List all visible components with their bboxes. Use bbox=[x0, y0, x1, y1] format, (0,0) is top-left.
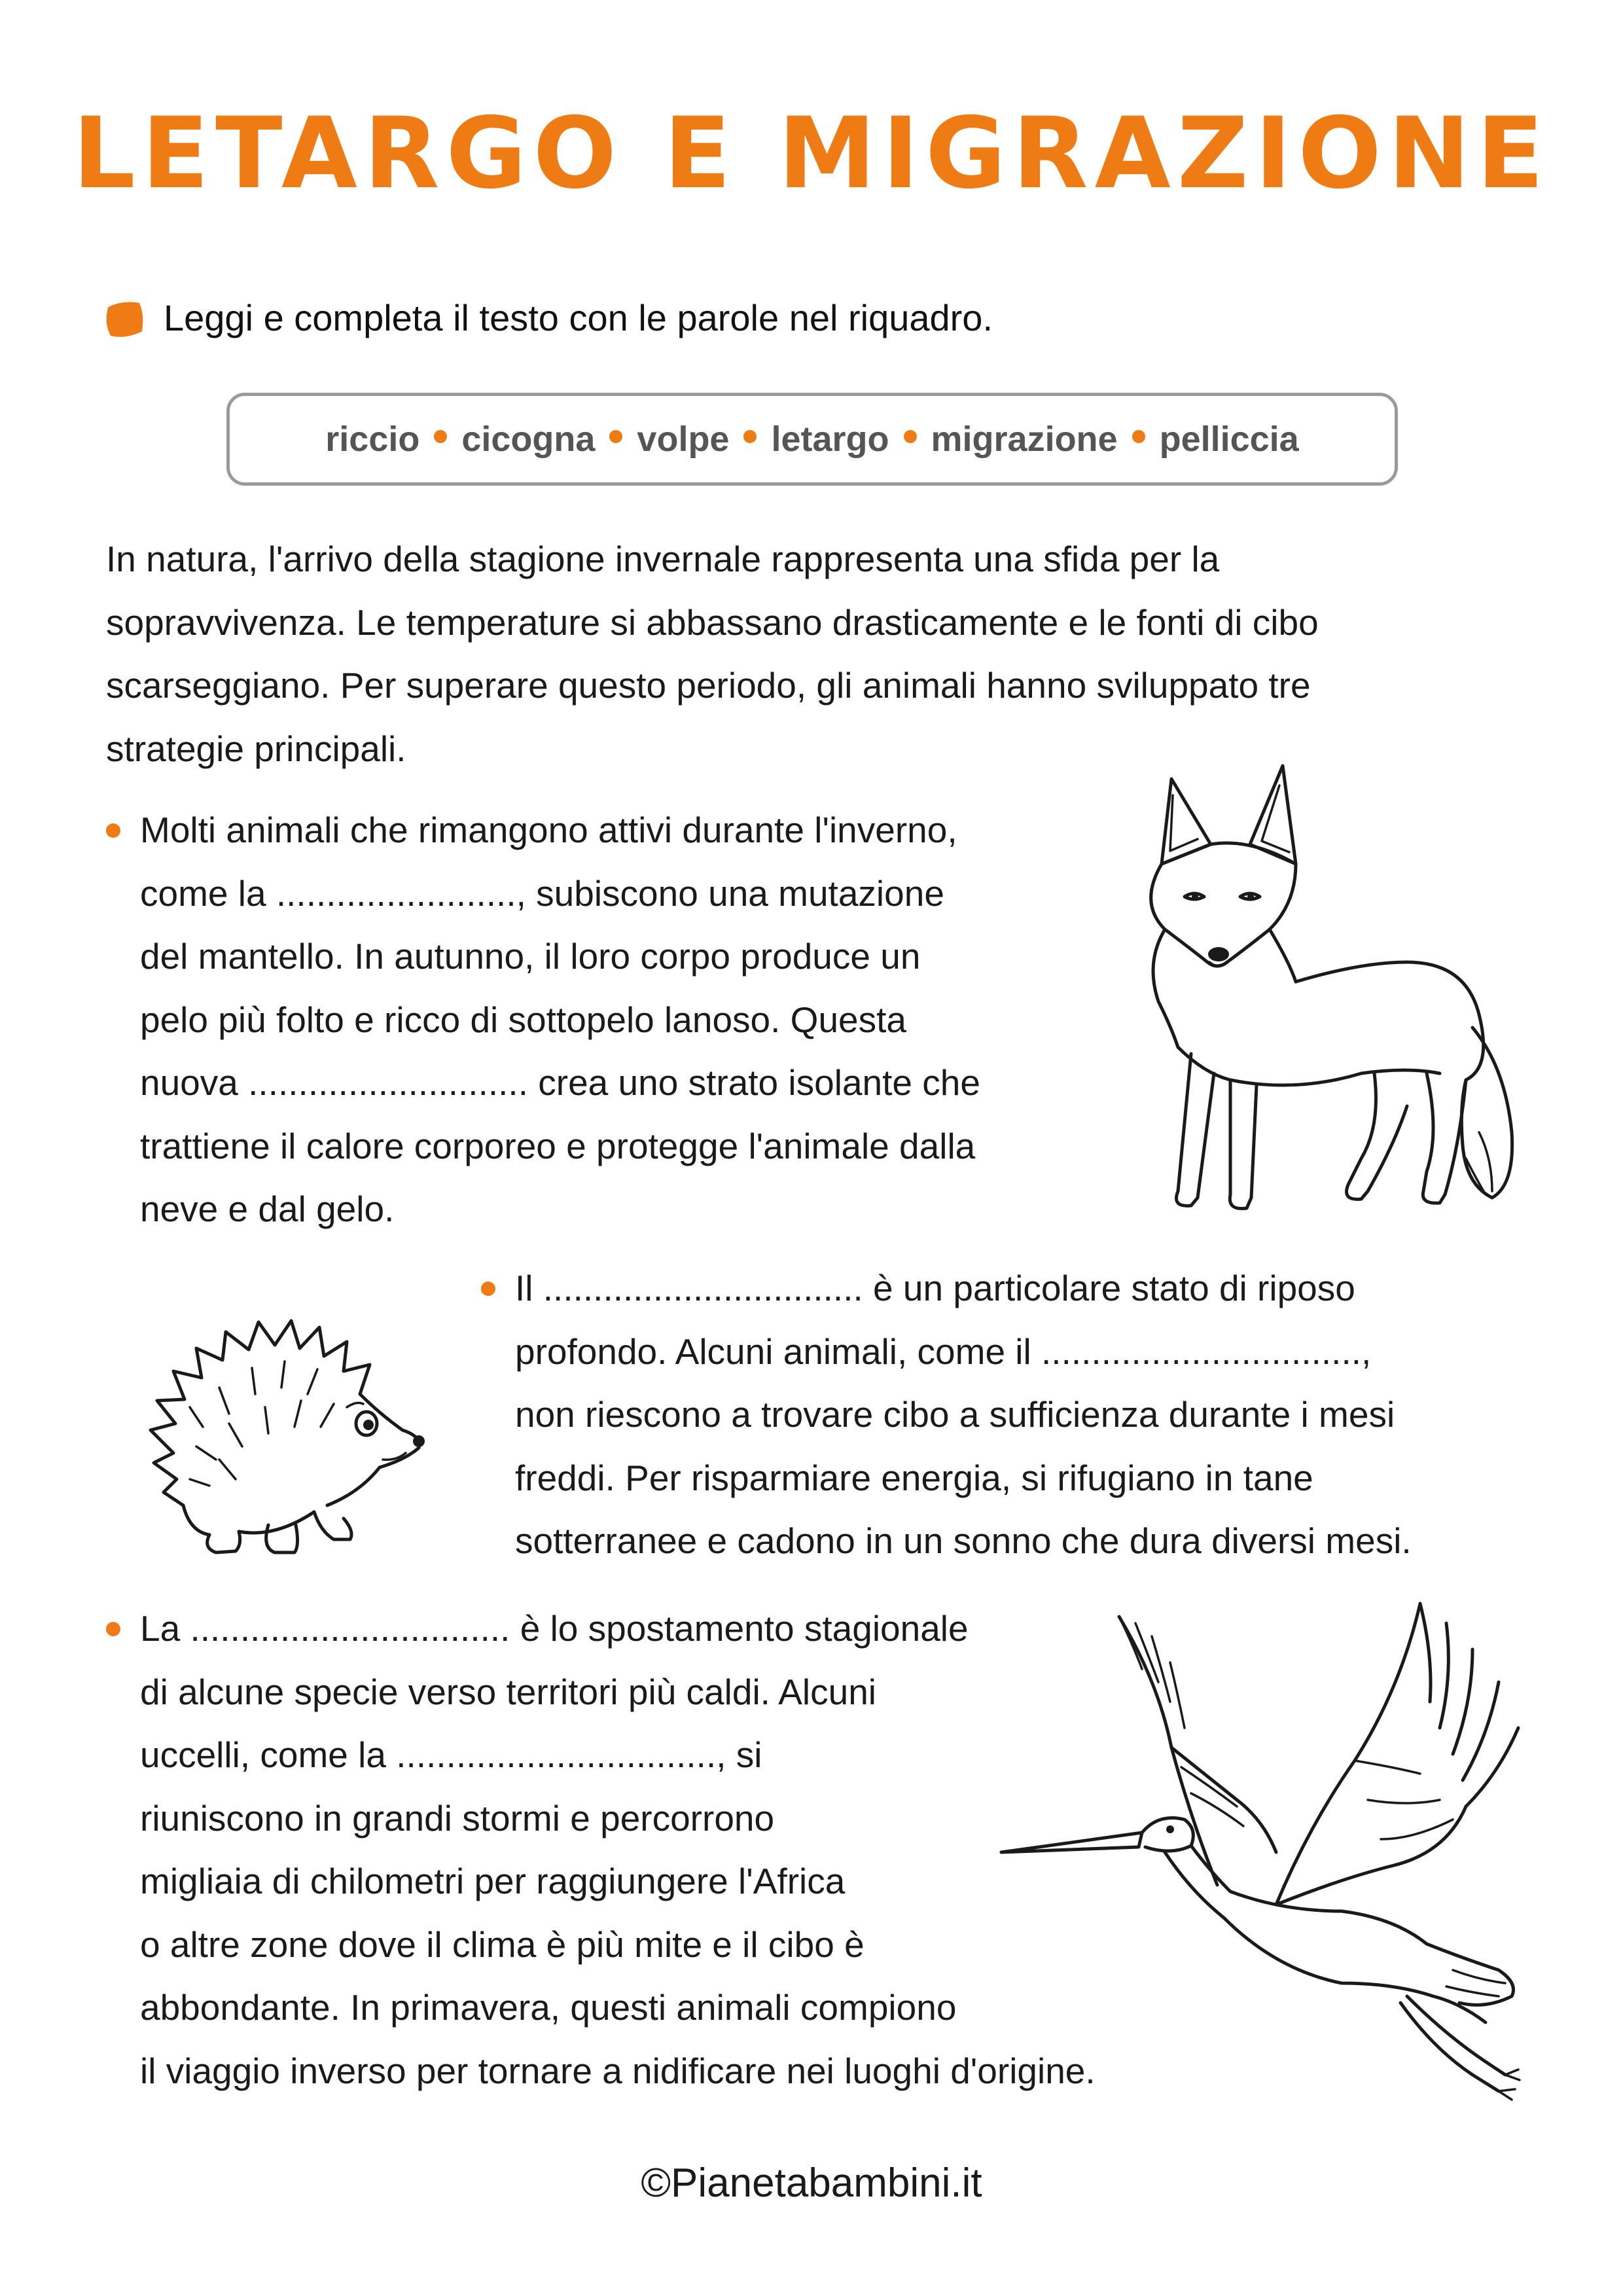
bullet-paragraph-hedgehog bbox=[481, 1257, 1554, 1573]
text-line: come la ........................, subiscono una mutazione bbox=[140, 872, 944, 914]
text-line: sopravvivenza. Le temperature si abbassano drasticamente e le fonti di cibo bbox=[106, 601, 1319, 643]
text-line: sotterranee e cadono in un sonno che dura diversi mesi. bbox=[515, 1520, 1412, 1561]
bullet-separator bbox=[904, 430, 917, 443]
text-line: neve e dal gelo. bbox=[140, 1189, 395, 1229]
word-bank-item: riccio bbox=[325, 420, 420, 459]
text-line: o altre zone dove il clima è più mite e il cibo è bbox=[140, 1924, 865, 1965]
orange-blob-icon bbox=[105, 301, 145, 338]
bullet-dot bbox=[106, 823, 120, 838]
word-bank-item: letargo bbox=[771, 420, 889, 459]
word-bank-item: volpe bbox=[637, 420, 730, 459]
text-line: freddi. Per risparmiare energia, si rifugiano in tane bbox=[515, 1457, 1313, 1498]
text-line: di alcune specie verso territori più caldi. Alcuni bbox=[140, 1671, 877, 1712]
bullet-separator bbox=[609, 430, 622, 443]
text-line: Il ................................ è un particolare stato di riposo bbox=[515, 1268, 1355, 1308]
text-line: profondo. Alcuni animali, come il ................................, bbox=[515, 1331, 1372, 1372]
text-line: scarseggiano. Per superare questo periodo, gli animali hanno sviluppato tre bbox=[106, 665, 1311, 706]
text-line: non riescono a trovare cibo a sufficienza durante i mesi bbox=[515, 1394, 1395, 1435]
page-title: LETARGO E MIGRAZIONE bbox=[73, 97, 1550, 211]
text-line: del mantello. In autunno, il loro corpo produce un bbox=[140, 936, 921, 977]
bullet-separator bbox=[434, 430, 447, 443]
text-line: strategie principali. bbox=[106, 728, 406, 769]
stork-illustration bbox=[1001, 1604, 1525, 2101]
text-line: migliaia di chilometri per raggiungere l'Africa bbox=[140, 1861, 846, 1901]
text-line: il viaggio inverso per tornare a nidificare nei luoghi d'origine. bbox=[140, 2050, 1096, 2091]
hedgehog-illustration bbox=[144, 1296, 438, 1558]
text-line: riuniscono in grandi stormi e percorrono bbox=[140, 1797, 775, 1839]
text-line: trattiene il calore corporeo e protegge l'animale dalla bbox=[140, 1125, 976, 1166]
text-line: La ................................ è lo spostamento stagionale bbox=[140, 1608, 969, 1649]
text-line: nuova ............................ crea uno strato isolante che bbox=[140, 1062, 980, 1103]
text-line: abbondante. In primavera, questi animali compiono bbox=[140, 1987, 957, 2028]
bullet-separator bbox=[743, 430, 757, 443]
fox-illustration bbox=[1099, 766, 1518, 1224]
bullet-separator bbox=[1132, 430, 1145, 443]
word-bank-box bbox=[226, 393, 1398, 486]
word-bank-item: cicogna bbox=[461, 420, 596, 459]
bullet-dot bbox=[106, 1622, 120, 1636]
bullet-paragraph-fox bbox=[106, 798, 1127, 1241]
instruction-text: Leggi e completa il testo con le parole nel riquadro. bbox=[164, 297, 993, 338]
word-bank-item: migrazione bbox=[931, 420, 1118, 459]
footer-credit: ©Pianetabambini.it bbox=[641, 2161, 982, 2206]
text-line: In natura, l'arrivo della stagione invernale rappresenta una sfida per la bbox=[106, 539, 1220, 579]
text-line: uccelli, come la ................................, si bbox=[140, 1734, 762, 1775]
word-bank-item: pelliccia bbox=[1159, 420, 1299, 459]
intro-paragraph bbox=[106, 528, 1546, 780]
text-line: Molti animali che rimangono attivi durante l'inverno, bbox=[140, 810, 957, 850]
bullet-dot bbox=[481, 1282, 495, 1296]
text-line: pelo più folto e ricco di sottopelo lanoso. Questa bbox=[140, 999, 907, 1040]
